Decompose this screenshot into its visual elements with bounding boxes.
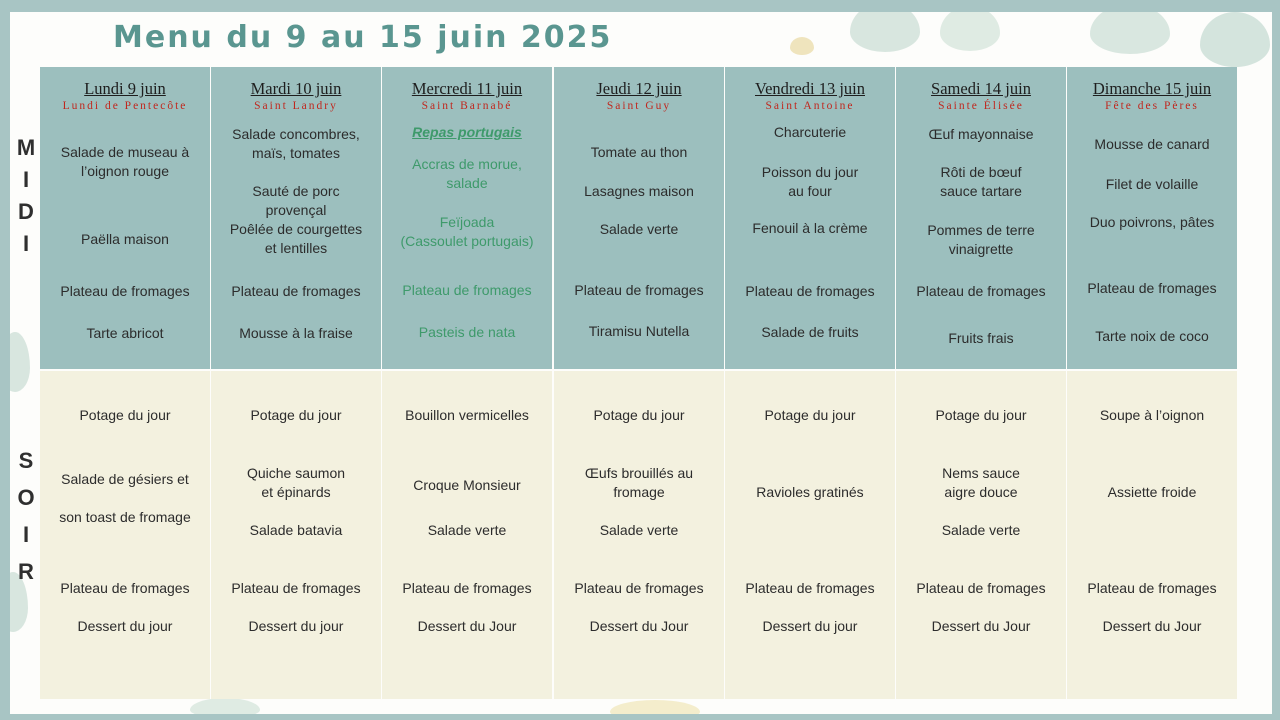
soir-dish: Salade batavia [249, 522, 343, 538]
midi-dish: Plateau de fromages [574, 282, 704, 298]
midi-dish: Paëlla maison [81, 231, 169, 247]
day-column [211, 67, 381, 699]
day-column [554, 67, 724, 699]
midi-dish: Tiramisu Nutella [588, 323, 690, 339]
soir-dish: Salade verte [427, 522, 507, 538]
saint-name: Sainte Élisée [938, 100, 1024, 112]
midi-dish: Accras de morue, salade [412, 156, 522, 191]
midi-dish: Plateau de fromages [916, 283, 1046, 299]
soir-dish: Plateau de fromages [60, 580, 190, 596]
midi-dish: Charcuterie [773, 124, 847, 140]
midi-dish: Poisson du jour au four [761, 164, 859, 199]
saint-name: Fête des Pères [1105, 100, 1199, 112]
soir-dish: Potage du jour [593, 407, 685, 423]
day-column [896, 67, 1066, 699]
saint-name: Saint Barnabé [421, 100, 513, 112]
soir-dish: Croque Monsieur [413, 477, 521, 493]
eucalyptus-leaf-decoration [850, 12, 920, 52]
day-heading: Jeudi 12 juin [596, 79, 682, 98]
midi-dish: Pasteis de nata [418, 324, 516, 340]
midi-dish: Duo poivrons, pâtes [1089, 214, 1215, 230]
midi-dish: Plateau de fromages [1087, 280, 1217, 296]
midi-dish: Salade concombres, maïs, tomates [232, 126, 360, 161]
soir-dish: Dessert du Jour [1102, 618, 1202, 634]
side-letter: D [18, 199, 34, 224]
day-heading: Vendredi 13 juin [755, 79, 865, 98]
side-letter: I [22, 231, 30, 256]
day-heading: Mercredi 11 juin [411, 79, 523, 98]
midi-dish: Salade de fruits [761, 324, 859, 340]
soir-dish: Quiche saumon et épinards [246, 465, 346, 500]
soir-dish: Dessert du Jour [931, 618, 1031, 634]
soir-side-label [12, 442, 40, 590]
soir-dish: Plateau de fromages [231, 580, 361, 596]
midi-dish: Plateau de fromages [402, 282, 532, 298]
soir-dish: Potage du jour [79, 407, 171, 423]
soir-dish: Salade verte [599, 522, 679, 538]
eucalyptus-leaf-decoration [940, 12, 1000, 51]
midi-dish: Rôti de bœuf sauce tartare [940, 164, 1022, 199]
midi-dish: Sauté de porc provençal Poêlée de courgettes et lentilles [229, 183, 363, 256]
soir-dish: Dessert du Jour [589, 618, 689, 634]
midi-dish: Tarte noix de coco [1095, 328, 1209, 344]
menu-grid [40, 67, 1234, 699]
side-letter: S [18, 448, 34, 473]
midi-cell [896, 67, 1066, 369]
menu-page [10, 12, 1272, 714]
midi-dish: Pommes de terre vinaigrette [927, 222, 1035, 257]
soir-dish: Dessert du jour [762, 618, 858, 634]
midi-dish: Plateau de fromages [231, 283, 361, 299]
soir-dish: Potage du jour [764, 407, 856, 423]
soir-dish: Plateau de fromages [1087, 580, 1217, 596]
soir-dish: Dessert du jour [77, 618, 173, 634]
soir-dish: Soupe à l’oignon [1099, 407, 1205, 423]
soir-dish: Nems sauce aigre douce [942, 465, 1020, 500]
soir-dish: Plateau de fromages [745, 580, 875, 596]
day-heading: Dimanche 15 juin [1092, 79, 1212, 98]
saint-name: Saint Guy [606, 100, 672, 112]
soir-dish: Salade de gésiers et son toast de fromage [59, 471, 191, 525]
day-column [40, 67, 210, 699]
midi-dish: Œuf mayonnaise [928, 126, 1034, 142]
day-column [725, 67, 895, 699]
eucalyptus-leaf-decoration [1090, 12, 1170, 54]
eucalyptus-leaf-decoration [1200, 12, 1270, 67]
soir-dish: Dessert du jour [248, 618, 344, 634]
midi-dish: Plateau de fromages [745, 283, 875, 299]
midi-dish: Repas portugais [412, 124, 522, 140]
midi-dish: Mousse à la fraise [239, 325, 353, 341]
page-title: Menu du 9 au 15 juin 2025 [113, 20, 613, 55]
side-letter: I [22, 167, 30, 192]
soir-dish: Assiette froide [1107, 484, 1197, 500]
day-column [1067, 67, 1237, 699]
side-letter: R [18, 559, 34, 584]
midi-dish: Filet de volaille [1105, 176, 1199, 192]
midi-dish: Fruits frais [948, 330, 1014, 346]
day-heading: Samedi 14 juin [931, 79, 1031, 98]
eucalyptus-leaf-decoration [190, 698, 260, 714]
soir-dish: Potage du jour [250, 407, 342, 423]
side-letter: O [17, 485, 35, 510]
midi-dish: Tomate au thon [590, 144, 688, 160]
soir-dish: Bouillon vermicelles [405, 407, 529, 423]
midi-dish: Lasagnes maison [584, 183, 694, 199]
saint-name: Saint Antoine [765, 100, 855, 112]
midi-dish: Fenouil à la crème [752, 220, 868, 236]
midi-dish: Salade de museau à l’oignon rouge [60, 144, 190, 179]
side-letter: I [22, 522, 30, 547]
midi-dish: Plateau de fromages [60, 283, 190, 299]
day-heading: Mardi 10 juin [250, 79, 342, 98]
soir-dish: Ravioles gratinés [756, 484, 864, 500]
saint-name: Lundi de Pentecôte [62, 100, 188, 112]
eucalyptus-leaf-decoration [790, 37, 814, 55]
midi-dish: Tarte abricot [86, 325, 164, 341]
day-heading: Lundi 9 juin [84, 79, 166, 98]
soir-dish: Œufs brouillés au fromage [584, 465, 694, 500]
midi-dish: Salade verte [599, 221, 679, 237]
soir-dish: Plateau de fromages [402, 580, 532, 596]
soir-dish: Dessert du Jour [417, 618, 517, 634]
midi-side-label [12, 132, 40, 260]
soir-dish: Plateau de fromages [916, 580, 1046, 596]
soir-dish: Potage du jour [935, 407, 1027, 423]
soir-dish: Plateau de fromages [574, 580, 704, 596]
soir-dish: Salade verte [941, 522, 1021, 538]
day-column [382, 67, 552, 699]
side-letter: M [16, 135, 36, 160]
saint-name: Saint Landry [254, 100, 338, 112]
midi-dish: Feïjoada (Cassoulet portugais) [400, 214, 534, 249]
eucalyptus-leaf-decoration [610, 700, 700, 714]
eucalyptus-leaf-decoration [10, 332, 30, 392]
midi-dish: Mousse de canard [1094, 136, 1210, 152]
